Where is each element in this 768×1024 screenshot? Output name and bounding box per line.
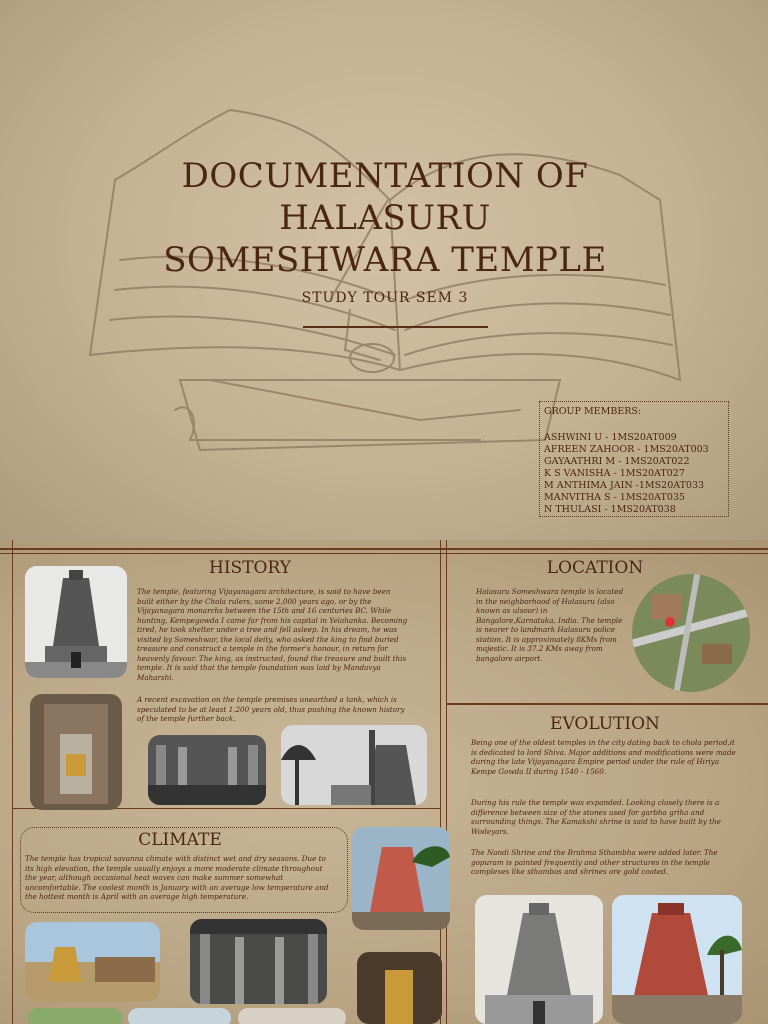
evolution-paragraph-2: During his rule the temple was expanded. Looking closely there is a difference between size of the stones used for garbha griha and surrounding things. The Kamakshi shrine is said to have built by the Wodeyars. [471,798,721,836]
evolution-paragraph-1: Being one of the oldest temples in the city dating back to chola period,it is dedicated to lord Shiva. Major additions and modifications were made during the late Vijayanagara Empire period under the rule of Hiriya Kempe Gowda II during 1540 - 1560. [471,738,736,776]
climate-paragraph: The temple has tropical savanna climate with distinct wet and dry seasons. Due to its high elevation, the temple usually enjoys a more moderate climate throughout the year, although occasional heat waves can make summer somewhat uncomfortable. The coolest month is January with an average low temperature and the hottest month is April with an average high temperature. [25,854,329,901]
left-border [12,540,13,1024]
bottom-photo-2 [128,1008,231,1024]
top-border-inner [0,553,768,554]
history-paragraph-1: The temple, featuring Vijayanagara architecture, is said to have been built either by the Chola rulers, some 2,000 years ago, or by the Vijayanagara monarchs between the 15th and 16 centuries BC. While hunting, Kempegowda I came far from his capital in Yelahanka. Becoming tired, he took shelter under a tree and fell asleep. In his dream, he was visited by Someshwar, the local deity, who asked the king to find buried treasure and construct a temple in the former's honour, in return for heavenly favour. The king, as instructed, found the treasure and built this temple. It is said that the temple foundation was laid by Mandavya Maharshi. [137,587,408,682]
member-item: AFREEN ZAHOOR - 1MS20AT003 [544,444,709,455]
gopuram-bw-photo [25,566,127,678]
gopuram-sketch-photo [475,895,603,1024]
center-divider [440,540,441,1024]
content-slide [0,540,768,1024]
history-paragraph-2: A recent excavation on the temple premises unearthed a tank, which is speculated to be at least 1,200 years old, thus pushing the known history of the temple further back. [137,695,405,723]
corridor-photo [30,694,122,810]
document-subtitle: STUDY TOUR SEM 3 [301,290,469,306]
member-item: MANVITHA S - 1MS20AT035 [544,492,685,503]
evolution-paragraph-3: The Nandi Shrine and the Brahma Sthambha were added later. The gopuram is painted frequently and other structures in the temple complexes like sthambas and shrines are gold coated. [471,848,718,876]
title-divider [303,326,488,328]
location-paragraph: Halasuru Someshwara temple is located in the neighborhood of Halasuru (also known as ulsoor) in Bangalore,Karnataka, India. The temple is nearer to landmark Halasuru police station. It is approximately 8KMs from majestic. It is 37.2 KMs away from bangalore airport. [476,587,624,663]
top-border [0,548,768,550]
painted-gopuram-photo [352,827,450,930]
location-map [632,574,750,692]
member-item: K S VANISHA - 1MS20AT027 [544,468,685,479]
evolution-heading: EVOLUTION [550,714,660,734]
temple-tower-bw-photo [281,725,427,805]
climate-heading: CLIMATE [138,830,222,850]
temple-street-photo [25,922,160,1002]
member-item: N THULASI - 1MS20AT038 [544,504,676,515]
title-line-2: HALASURU [279,198,491,238]
bottom-photo-1 [28,1008,123,1024]
evolution-top-border [446,703,768,705]
location-heading: LOCATION [546,558,644,578]
member-item: ASHWINI U - 1MS20AT009 [544,432,677,443]
title-line-1: DOCUMENTATION OF [181,156,589,196]
group-members-label: GROUP MEMBERS: [544,406,642,417]
title-line-3: SOMESHWARA TEMPLE [163,240,607,280]
history-heading: HISTORY [209,558,291,578]
document-title [140,155,630,281]
shrine-doorway-photo [357,952,442,1024]
gopuram-color-photo [612,895,742,1024]
bottom-photo-3 [238,1008,346,1024]
member-item: M ANTHIMA JAIN -1MS20AT033 [544,480,705,491]
pillared-hall-photo [148,735,266,805]
center-divider-inner [446,540,447,1024]
temple-interior-photo [190,919,327,1004]
group-members-box [539,401,729,517]
member-item: GAYAATHRI M - 1MS20AT022 [544,456,690,467]
